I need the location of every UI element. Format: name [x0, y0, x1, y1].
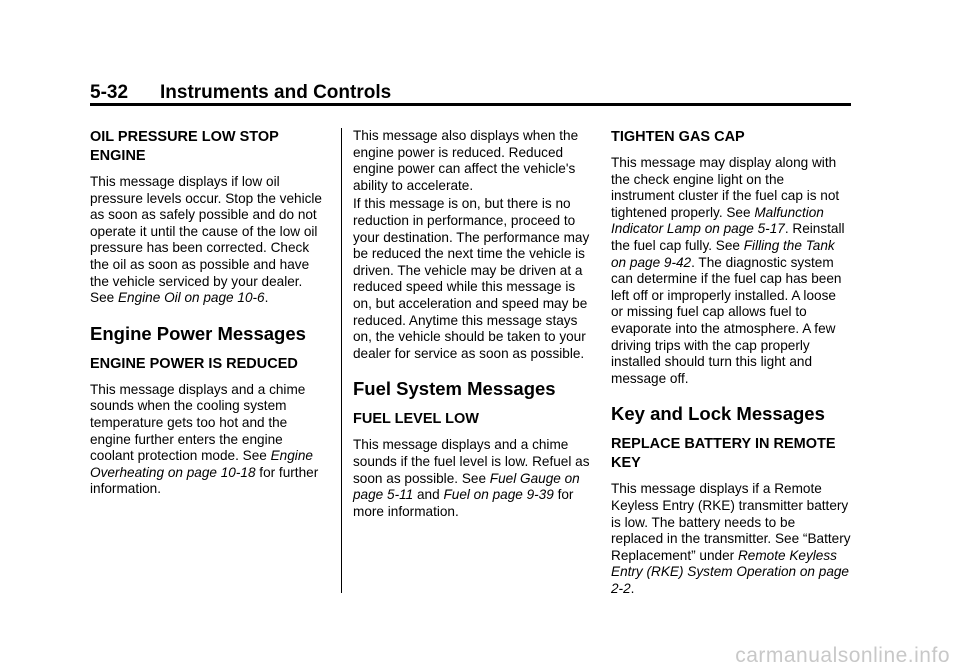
heading-fuel-level-low: FUEL LEVEL LOW: [353, 411, 479, 428]
link-fuel[interactable]: Fuel on page 9-39: [443, 487, 554, 503]
watermark: carmanualsonline.info: [735, 644, 950, 667]
heading-engine-power-reduced: ENGINE POWER IS REDUCED: [90, 355, 298, 372]
link-engine-oil[interactable]: Engine Oil on page 10-6: [117, 290, 265, 306]
link-engine-overheating[interactable]: Engine Overheating on page 10-18: [90, 448, 313, 480]
heading-tighten-gas-cap: TIGHTEN GAS CAP: [611, 129, 745, 145]
paragraph-oil-pressure: This message displays if low oil pressure levels occur. Stop the vehicle as soon as safely possible and do not operate it until the cause of the low oil pressure has been corrected. Check the oil as soon as possible and have the vehicle serviced by your dealer. See Engine Oil on page 10-6.: [90, 174, 322, 306]
paragraph-fuel-level-low: This message displays and a chime sounds if the fuel level is low. Refuel as soon as possible. See Fuel Gauge on page 5-11 and Fuel on page 9-39 for more information.: [353, 437, 590, 519]
paragraph-engine-power-reduced: This message displays and a chime sounds when the cooling system temperature gets too hot and the engine further enters the engine coolant protection mode. See Engine Overheating on page 10-18 for further information.: [90, 381, 319, 497]
link-fuel-gauge[interactable]: Fuel Gauge on page 5-11: [353, 470, 580, 503]
paragraph-tighten-gas-cap: This message may display along with the check engine light on the instrument cluster if the fuel cap is not tightened properly. See Malfunction Indicator Lamp on page 5-17. Reinstall the fuel cap fully. See Filling the Tank on page 9-42. The diagnostic system can determine if the fuel cap has been left off or improperly installed. A loose or missing fuel cap allows fuel to evaporate into the atmosphere. A few driving trips with the cap properly installed should turn this light and message off.: [611, 155, 845, 386]
link-filling-tank[interactable]: Filling the Tank on page 9-42: [611, 237, 835, 270]
heading-replace-battery: REPLACE BATTERY IN REMOTE KEY: [611, 436, 836, 472]
paragraph-replace-battery: This message displays if a Remote Keyless Entry (RKE) transmitter battery is low. The battery needs to be replaced in the transmitter. See “Battery Replacement” under Remote Keyless Entry (RKE) System Operation on page 2-2.: [611, 481, 851, 596]
section-key-lock: Key and Lock Messages: [611, 403, 825, 425]
column-3: [611, 128, 851, 611]
column-divider: [341, 128, 342, 593]
paragraph-power-also: This message also displays when the engine power is reduced. Reduced engine power can affect the vehicle's ability to accelerate.: [353, 128, 579, 193]
column-2: [353, 128, 591, 534]
section-engine-power: Engine Power Messages: [90, 322, 306, 344]
column-1: [90, 128, 328, 512]
section-fuel-system: Fuel System Messages: [353, 378, 556, 400]
link-malfunction-indicator[interactable]: Malfunction Indicator Lamp on page 5-17: [611, 204, 824, 237]
page-number: 5-32: [90, 82, 129, 103]
link-rke-operation[interactable]: Remote Keyless Entry (RKE) System Operation on page 2-2: [611, 547, 849, 596]
paragraph-power-proceed: If this message is on, but there is no reduction in performance, proceed to your destination. The performance may be reduced the next time the vehicle is driven. The vehicle may be driven at a reduced speed while this message is on, but acceleration and speed may be reduced. Anytime this message stays on, the vehicle should be taken to your dealer for service as soon as possible.: [353, 196, 590, 361]
chapter-title: Instruments and Controls: [160, 82, 392, 103]
header-rule: [90, 103, 851, 106]
heading-oil-pressure: OIL PRESSURE LOW STOP ENGINE: [90, 129, 279, 164]
